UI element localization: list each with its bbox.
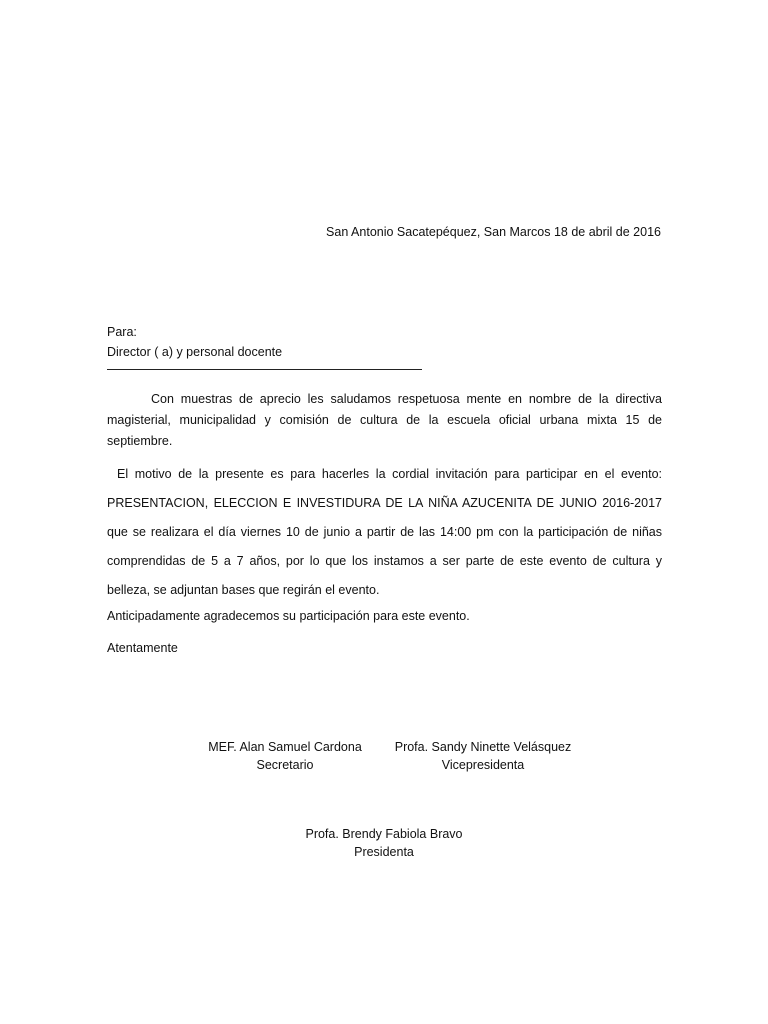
dateline: San Antonio Sacatepéquez, San Marcos 18 de abril de 2016 bbox=[326, 225, 661, 239]
signature-role: Presidenta bbox=[354, 845, 414, 859]
invitation-paragraph: El motivo de la presente es para hacerles la cordial invitación para participar en el evento: PRESENTACION, ELECCION E INVESTIDURA DE LA NIÑA AZUCENITA DE JUNIO 2016-2017 que se realizara el día viernes 10 de junio a partir de las 14:00 pm con la participación de niñas comprendidas de 5 a 7 años, por lo que los instamos a ser parte de este evento de cultura y belleza, se adjuntan bases que regirán el evento. bbox=[107, 467, 662, 597]
underline-rule bbox=[107, 369, 422, 370]
signature-name: Profa. Brendy Fabiola Bravo bbox=[305, 827, 463, 841]
greeting-paragraph: Con muestras de aprecio les saludamos respetuosa mente en nombre de la directiva magisterial, municipalidad y comisión de cultura de la escuela oficial urbana mixta 15 de septiembre. bbox=[107, 392, 662, 448]
thanks-paragraph: Anticipadamente agradecemos su participación para este evento. bbox=[107, 609, 470, 623]
addressee: Director ( a) y personal docente bbox=[107, 345, 283, 359]
signature-role: Vicepresidenta bbox=[441, 758, 525, 772]
signature-secretario bbox=[185, 738, 385, 774]
signature-name: Profa. Sandy Ninette Velásquez bbox=[394, 740, 572, 754]
signature-role: Secretario bbox=[256, 758, 314, 772]
signature-vicepresidenta bbox=[383, 738, 583, 774]
signature-name: MEF. Alan Samuel Cardona bbox=[208, 740, 362, 754]
signature-presidenta bbox=[284, 825, 484, 861]
para-label: Para: bbox=[107, 325, 137, 339]
recipient-block bbox=[107, 322, 282, 362]
closing: Atentamente bbox=[107, 641, 178, 655]
